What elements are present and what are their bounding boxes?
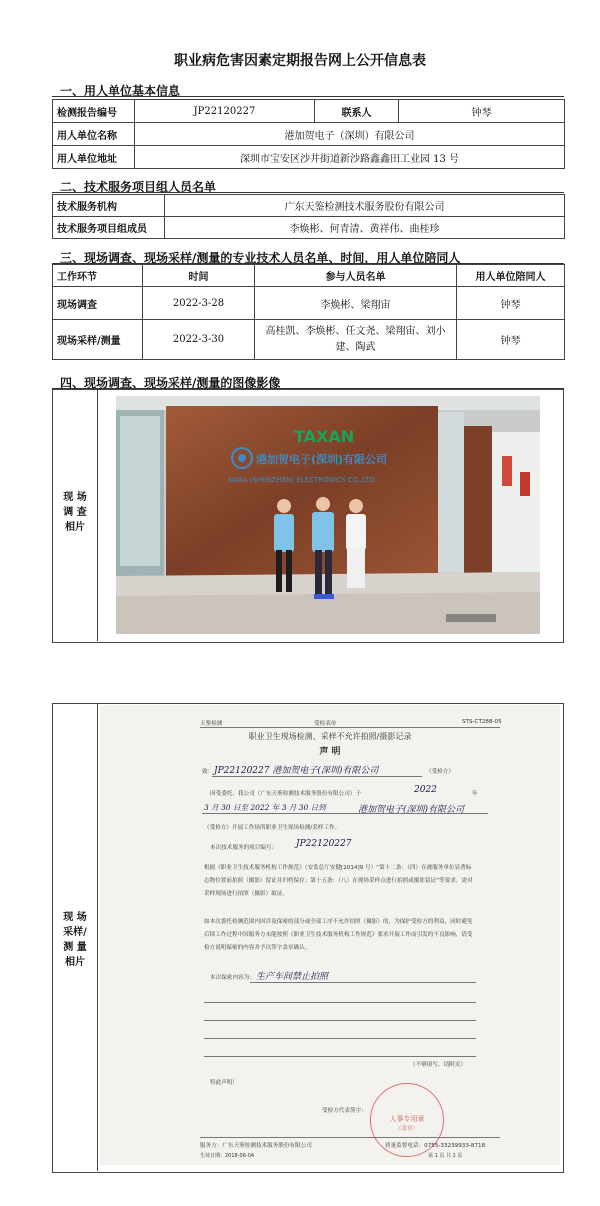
section4-heading: 四、现场调查、现场采样/测量的图像影像: [60, 376, 281, 390]
header-people: 参与人员名单: [255, 265, 457, 287]
team-table: [52, 194, 565, 239]
header-time: 时间: [143, 265, 255, 287]
scan-note: （不够填写，请附页）: [410, 1062, 466, 1068]
scan-to-prefix: 致：: [202, 769, 214, 775]
report-no-value: JP22120227: [135, 100, 315, 123]
unit-addr-label: 用人单位地址: [53, 146, 135, 169]
section2-heading: 二、技术服务项目组人员名单: [60, 180, 217, 194]
section3-heading: 三、现场调查、现场采样/测量的专业技术人员名单、时间，用人单位陪同人: [60, 251, 461, 265]
scan-p3: 根据《职业卫生技术服务机构工作规范》（安监总厅安健[2014]9 号）“第十二条：（四）在被服务单位显著标志物位置前拍照（摄影）留证并归档保存；第十五条：（八）在现场采样点进行拍照或摄影留证”等要求，需对采样现场进行拍照（摄影）取证。: [204, 865, 473, 897]
company-en-sign: KAGA (SHENZHEN) ELECTRONICS CO.,LTD.: [228, 476, 377, 484]
scan-footer-right: 质量监督电话：0755-33239933-8718: [385, 1143, 486, 1149]
unit-addr-value: 深圳市宝安区沙井街道新沙路鑫鑫田工业园 13 号: [135, 146, 565, 169]
divider: [52, 192, 564, 193]
company-cn-sign: 港加贺电子(深圳)有限公司: [256, 453, 388, 466]
table-row: [53, 287, 565, 320]
section1-heading: 一、用人单位基本信息: [60, 84, 181, 98]
scan-to-suffix: （受检方）: [426, 769, 454, 775]
scan-header-left: 天鉴检测: [200, 721, 223, 727]
people-cell: 高桂凯、李焕彬、任文尧、梁翔宙、刘小建、陶武: [255, 320, 457, 360]
scan-p1-date: 3 月 30 日至 2022 年 3 月 30 日到: [204, 803, 326, 812]
members-label: 技术服务项目组成员: [53, 217, 165, 239]
divider: [52, 96, 564, 97]
scan-p1a: 因受委托，我公司（广东天鉴检测技术服务股份有限公司）于: [210, 791, 362, 797]
header-stage: 工作环节: [53, 265, 143, 287]
scan-sign-label: 受检方代表签字：: [322, 1108, 367, 1114]
scan-p2-code: JP22120227: [296, 839, 352, 849]
scan-closing: 特此声明！: [210, 1080, 238, 1086]
scan-p5a: 本次保密内容为：: [210, 975, 255, 981]
page-title: 职业病危害因素定期报告网上公开信息表: [174, 53, 426, 69]
survey-photo-label: 现 场 调 查 相片: [63, 492, 87, 533]
unit-name-value: 港加贺电子（深圳）有限公司: [135, 123, 565, 146]
company-stamp: 人事专用章 （盖章）: [370, 1083, 444, 1157]
contact-label: 联系人: [315, 100, 399, 123]
scan-p2a: 本次技术服务的项目编号：: [210, 845, 278, 851]
escort-cell: 钟琴: [457, 287, 565, 320]
date-cell: 2022-3-28: [143, 287, 255, 320]
scan-p1-company: 港加贺电子(深圳)有限公司: [358, 805, 465, 815]
scan-subtitle: 声 明: [319, 747, 341, 757]
table-row: [53, 320, 565, 360]
logo-text: TAXAN: [294, 427, 355, 446]
header-escort: 用人单位陪同人: [457, 265, 565, 287]
date-cell: 2022-3-30: [143, 320, 255, 360]
scan-footer-left: 服务方：广东天鉴检测技术服务股份有限公司: [200, 1143, 312, 1149]
scan-p1-year: 2022: [414, 785, 437, 795]
scan-footer-page: 第 1 页 共 1 页: [428, 1153, 463, 1159]
scan-p4: 如本次委托检测范围内因涉及保密的部分或全部工序不允许拍照（摄影）的，为保护受检方的利益，同时避免后续工作过程中因服务方未能按照《职业卫生技术服务机构工作规范》要求开展工作而引发的不良影响，请受检方说明保密的内容并予以签字盖章确认。: [204, 919, 473, 951]
scan-header-mid: 受检表单: [314, 721, 337, 727]
scan-to-handwritten: JP22120227 港加贺电子(深圳)有限公司: [214, 766, 379, 776]
agency-label: 技术服务机构: [53, 195, 165, 217]
contact-value: 钟琴: [399, 100, 565, 123]
agency-value: 广东天鉴检测技术服务股份有限公司: [165, 195, 565, 217]
survey-photo: [116, 396, 540, 634]
stage-cell: 现场调查: [53, 287, 143, 320]
sampling-photo-label: 现 场 采样/ 测 量 相片: [63, 912, 87, 968]
escort-cell: 钟琴: [457, 320, 565, 360]
report-no-label: 检测报告编号: [53, 100, 135, 123]
unit-name-label: 用人单位名称: [53, 123, 135, 146]
members-value: 李焕彬、何青清、黄祥伟、曲桂珍: [165, 217, 565, 239]
basic-info-table: [52, 99, 565, 169]
scan-footer-date: 生效日期：2018-06-04: [200, 1153, 255, 1159]
scan-header-right: STS-CT288-05: [462, 719, 502, 725]
scan-p1b: （受检方）开展工作场所职业卫生现场检测/采样工作。: [204, 825, 341, 831]
staff-table: [52, 264, 565, 360]
scanned-declaration: [100, 705, 560, 1165]
scan-p5-handwritten: 生产车间禁止拍照: [256, 972, 329, 982]
scan-p1-year-suffix: 年: [472, 791, 478, 797]
stage-cell: 现场采样/测量: [53, 320, 143, 360]
people-cell: 李焕彬、梁翔宙: [255, 287, 457, 320]
scan-title: 职业卫生现场检测、采样不允许拍照/摄影记录: [248, 732, 412, 741]
